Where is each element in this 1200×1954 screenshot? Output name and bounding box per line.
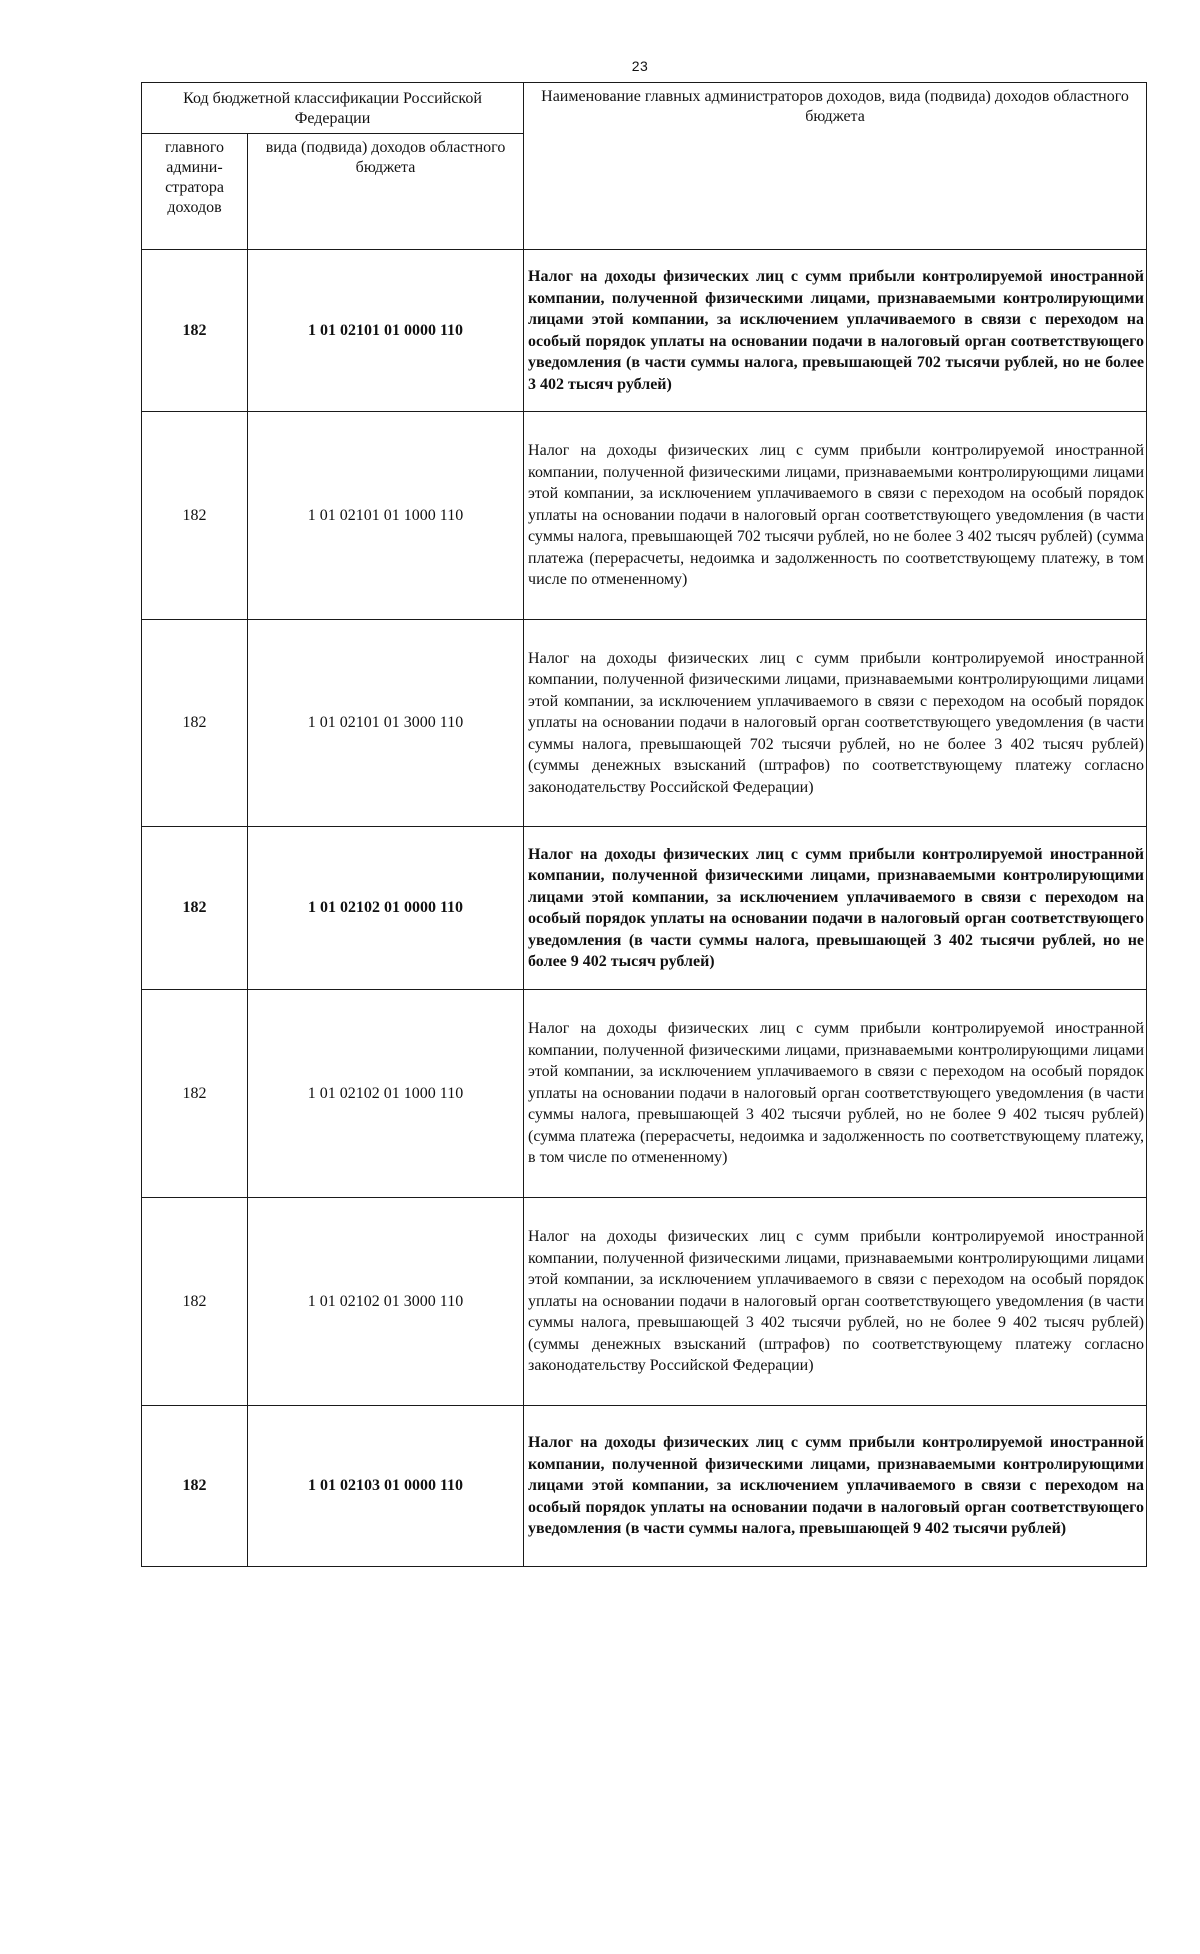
income-description-cell: Налог на доходы физических лиц с сумм прибыли контролируемой иностранной компании, полученной физическими лицами, признаваемыми контролирующими лицами этой компании, за исключением уплачиваемого в связи с переходом на особый порядок уплаты на основании подачи в налоговый орган соответствующего уведомления (в части суммы налога, превышающей 3 402 тысячи рублей, но не более 9 402 тысяч рублей) (суммы денежных взысканий (штрафов) по соответствующему платежу согласно законодательству Российской Федерации) [524, 1198, 1147, 1406]
income-code-cell: 1 01 02102 01 0000 110 [248, 827, 524, 990]
income-code-cell: 1 01 02101 01 1000 110 [248, 412, 524, 620]
income-description-cell: Налог на доходы физических лиц с сумм прибыли контролируемой иностранной компании, полученной физическими лицами, признаваемыми контролирующими лицами этой компании, за исключением уплачиваемого в связи с переходом на особый порядок уплаты на основании подачи в налоговый орган соответствующего уведомления (в части суммы налога, превышающей 3 402 тысячи рублей, но не более 9 402 тысяч рублей) [524, 827, 1147, 990]
income-description-cell: Налог на доходы физических лиц с сумм прибыли контролируемой иностранной компании, полученной физическими лицами, признаваемыми контролирующими лицами этой компании, за исключением уплачиваемого в связи с переходом на особый порядок уплаты на основании подачи в налоговый орган соответствующего уведомления (в части суммы налога, превышающей 3 402 тысячи рублей, но не более 9 402 тысяч рублей) (сумма платежа (перерасчеты, недоимка и задолженность по соответствующему платежу, в том числе по отмененному) [524, 990, 1147, 1198]
header-code-column: вида (подвида) доходов областного бюджета [248, 134, 524, 250]
table-row [142, 250, 1147, 412]
income-code-cell: 1 01 02101 01 3000 110 [248, 620, 524, 827]
income-code-cell: 1 01 02101 01 0000 110 [248, 250, 524, 412]
income-code-cell: 1 01 02102 01 1000 110 [248, 990, 524, 1198]
budget-classification-table [141, 82, 1147, 1567]
header-row-top [142, 83, 1147, 134]
admin-code-cell: 182 [142, 250, 248, 412]
income-description-cell: Налог на доходы физических лиц с сумм прибыли контролируемой иностранной компании, полученной физическими лицами, признаваемыми контролирующими лицами этой компании, за исключением уплачиваемого в связи с переходом на особый порядок уплаты на основании подачи в налоговый орган соответствующего уведомления (в части суммы налога, превышающей 702 тысячи рублей, но не более 3 402 тысяч рублей) (суммы денежных взысканий (штрафов) по соответствующему платежу согласно законодательству Российской Федерации) [524, 620, 1147, 827]
table-row [142, 412, 1147, 620]
admin-code-cell: 182 [142, 990, 248, 1198]
admin-code-cell: 182 [142, 1406, 248, 1567]
admin-code-cell: 182 [142, 412, 248, 620]
income-description-cell: Налог на доходы физических лиц с сумм прибыли контролируемой иностранной компании, полученной физическими лицами, признаваемыми контролирующими лицами этой компании, за исключением уплачиваемого в связи с переходом на особый порядок уплаты на основании подачи в налоговый орган соответствующего уведомления (в части суммы налога, превышающей 9 402 тысячи рублей) [524, 1406, 1147, 1567]
income-description-cell: Налог на доходы физических лиц с сумм прибыли контролируемой иностранной компании, полученной физическими лицами, признаваемыми контролирующими лицами этой компании, за исключением уплачиваемого в связи с переходом на особый порядок уплаты на основании подачи в налоговый орган соответствующего уведомления (в части суммы налога, превышающей 702 тысячи рублей, но не более 3 402 тысяч рублей) [524, 250, 1147, 412]
header-name-column: Наименование главных администраторов доходов, вида (подвида) доходов областного бюджета [524, 83, 1147, 250]
page-number: 23 [631, 58, 649, 74]
header-admin-column: главного админи-стратора доходов [142, 134, 248, 250]
table-row [142, 1198, 1147, 1406]
admin-code-cell: 182 [142, 1198, 248, 1406]
admin-code-cell: 182 [142, 620, 248, 827]
table-row [142, 1406, 1147, 1567]
table-row [142, 620, 1147, 827]
header-group-title: Код бюджетной классификации Российской Федерации [142, 83, 524, 134]
admin-code-cell: 182 [142, 827, 248, 990]
income-description-cell: Налог на доходы физических лиц с сумм прибыли контролируемой иностранной компании, полученной физическими лицами, признаваемыми контролирующими лицами этой компании, за исключением уплачиваемого в связи с переходом на особый порядок уплаты на основании подачи в налоговый орган соответствующего уведомления (в части суммы налога, превышающей 702 тысячи рублей, но не более 3 402 тысяч рублей) (сумма платежа (перерасчеты, недоимка и задолженность по соответствующему платежу, в том числе по отмененному) [524, 412, 1147, 620]
income-code-cell: 1 01 02103 01 0000 110 [248, 1406, 524, 1567]
table-row [142, 990, 1147, 1198]
table-row [142, 827, 1147, 990]
income-code-cell: 1 01 02102 01 3000 110 [248, 1198, 524, 1406]
